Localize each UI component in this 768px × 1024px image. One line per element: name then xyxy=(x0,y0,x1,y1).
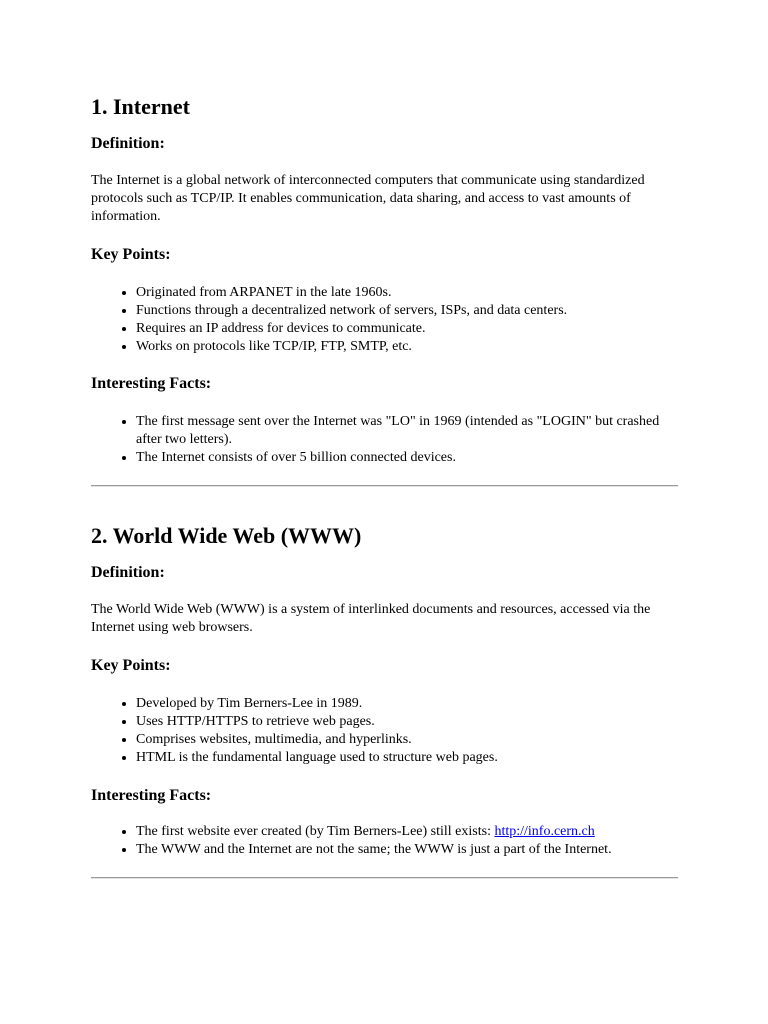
section-divider xyxy=(91,877,678,879)
section-internet xyxy=(91,93,678,467)
interesting-facts-heading: Interesting Facts: xyxy=(91,787,212,804)
definition-text: The World Wide Web (WWW) is a system of interlinked documents and resources, accessed via the Internet using web browsers. xyxy=(91,602,651,635)
list-item: • The Internet consists of over 5 billion connected devices. xyxy=(136,449,678,467)
interesting-facts-list xyxy=(91,413,678,467)
list-item: • Comprises websites, multimedia, and hyperlinks. xyxy=(136,731,678,749)
list-item: • Uses HTTP/HTTPS to retrieve web pages. xyxy=(136,713,678,731)
definition-heading: Definition: xyxy=(91,564,165,581)
key-points-heading: Key Points: xyxy=(91,246,171,263)
list-item: • Functions through a decentralized network of servers, ISPs, and data centers. xyxy=(136,302,678,320)
interesting-facts-list xyxy=(91,823,678,859)
key-points-list xyxy=(91,284,678,356)
list-item: • The WWW and the Internet are not the same; the WWW is just a part of the Internet. xyxy=(136,841,678,859)
section-divider xyxy=(91,485,678,487)
list-item: • Requires an IP address for devices to communicate. xyxy=(136,320,678,338)
section-title: 1. Internet xyxy=(91,94,190,119)
definition-heading: Definition: xyxy=(91,135,165,152)
interesting-facts-heading: Interesting Facts: xyxy=(91,375,212,392)
list-item: • The first message sent over the Internet was "LO" in 1969 (intended as "LOGIN" but crashed after two letters). xyxy=(136,413,678,449)
definition-text: The Internet is a global network of interconnected computers that communicate using standardized protocols such as TCP/IP. It enables communication, data sharing, and access to vast amounts of information. xyxy=(91,173,645,224)
list-item: • HTML is the fundamental language used to structure web pages. xyxy=(136,749,678,767)
section-title: 2. World Wide Web (WWW) xyxy=(91,523,362,548)
list-item: • Developed by Tim Berners-Lee in 1989. xyxy=(136,695,678,713)
list-item: • Originated from ARPANET in the late 1960s. xyxy=(136,284,678,302)
fact-text: The first website ever created (by Tim Berners-Lee) still exists: xyxy=(136,824,495,839)
list-item xyxy=(136,823,678,841)
list-item: • Works on protocols like TCP/IP, FTP, SMTP, etc. xyxy=(136,338,678,356)
key-points-heading: Key Points: xyxy=(91,657,171,674)
key-points-list xyxy=(91,695,678,767)
section-world-wide-web xyxy=(91,522,678,859)
info-cern-link[interactable]: http://info.cern.ch xyxy=(494,824,595,839)
